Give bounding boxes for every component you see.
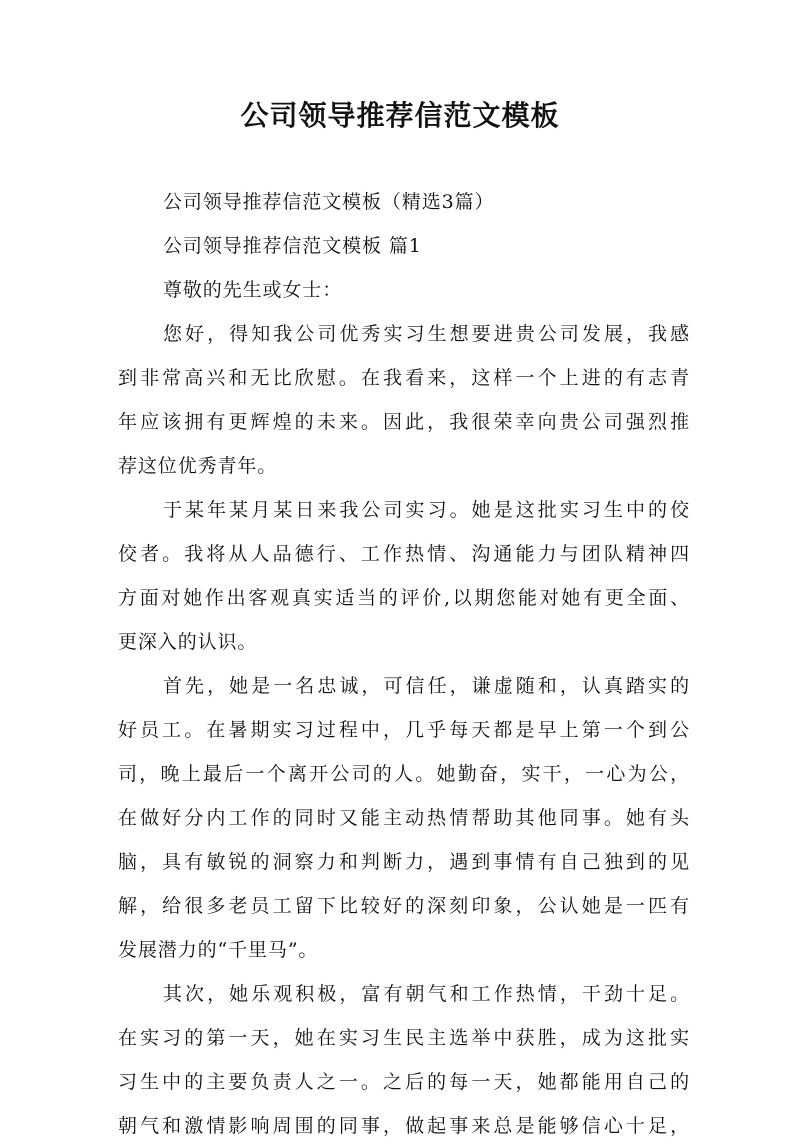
paragraph-line: 司，晚上最后一个离开公司的人。她勤奋，实干，一心为公， (118, 763, 690, 785)
paragraph-line: 您好，得知我公司优秀实习生想要进贵公司发展，我感 (163, 323, 690, 345)
page-title: 公司领导推荐信范文模板 (240, 99, 560, 132)
paragraph-line: 方面对她作出客观真实适当的评价,以期您能对她有更全面、 (118, 587, 690, 609)
paragraph-line: 荐这位优秀青年。 (118, 455, 278, 477)
salutation: 尊敬的先生或女士： (163, 279, 343, 301)
section-heading: 公司领导推荐信范文模板 篇1 (163, 235, 422, 257)
paragraph-line: 年应该拥有更辉煌的未来。因此，我很荣幸向贵公司强烈推 (118, 411, 690, 433)
subtitle-line: 公司领导推荐信范文模板（精选3篇） (163, 191, 495, 213)
paragraph-line: 更深入的认识。 (118, 631, 258, 653)
paragraph-line: 脑，具有敏锐的洞察力和判断力，遇到事情有自己独到的见 (118, 851, 690, 873)
paragraph-line: 到非常高兴和无比欣慰。在我看来，这样一个上进的有志青 (118, 367, 690, 389)
paragraph-line: 于某年某月某日来我公司实习。她是这批实习生中的佼 (163, 499, 690, 521)
paragraph-line: 朝气和激情影响周围的同事，做起事来总是能够信心十足， (118, 1115, 690, 1137)
paragraph-line: 在做好分内工作的同时又能主动热情帮助其他同事。她有头 (118, 807, 690, 829)
paragraph-line: 习生中的主要负责人之一。之后的每一天，她都能用自己的 (118, 1071, 690, 1093)
paragraph-line: 好员工。在暑期实习过程中，几乎每天都是早上第一个到公 (118, 719, 690, 741)
paragraph-line: 首先，她是一名忠诚，可信任，谦虚随和，认真踏实的 (163, 675, 690, 697)
paragraph-line: 在实习的第一天，她在实习生民主选举中获胜，成为这批实 (118, 1027, 690, 1049)
paragraph-line: 解，给很多老员工留下比较好的深刻印象，公认她是一匹有 (118, 895, 690, 917)
paragraph-line: 佼者。我将从人品德行、工作热情、沟通能力与团队精神四 (118, 543, 690, 565)
paragraph-line: 其次，她乐观积极，富有朝气和工作热情，干劲十足。 (163, 983, 690, 1005)
paragraph-line: 发展潜力的“千里马”。 (118, 939, 319, 961)
document-body (118, 180, 690, 1148)
